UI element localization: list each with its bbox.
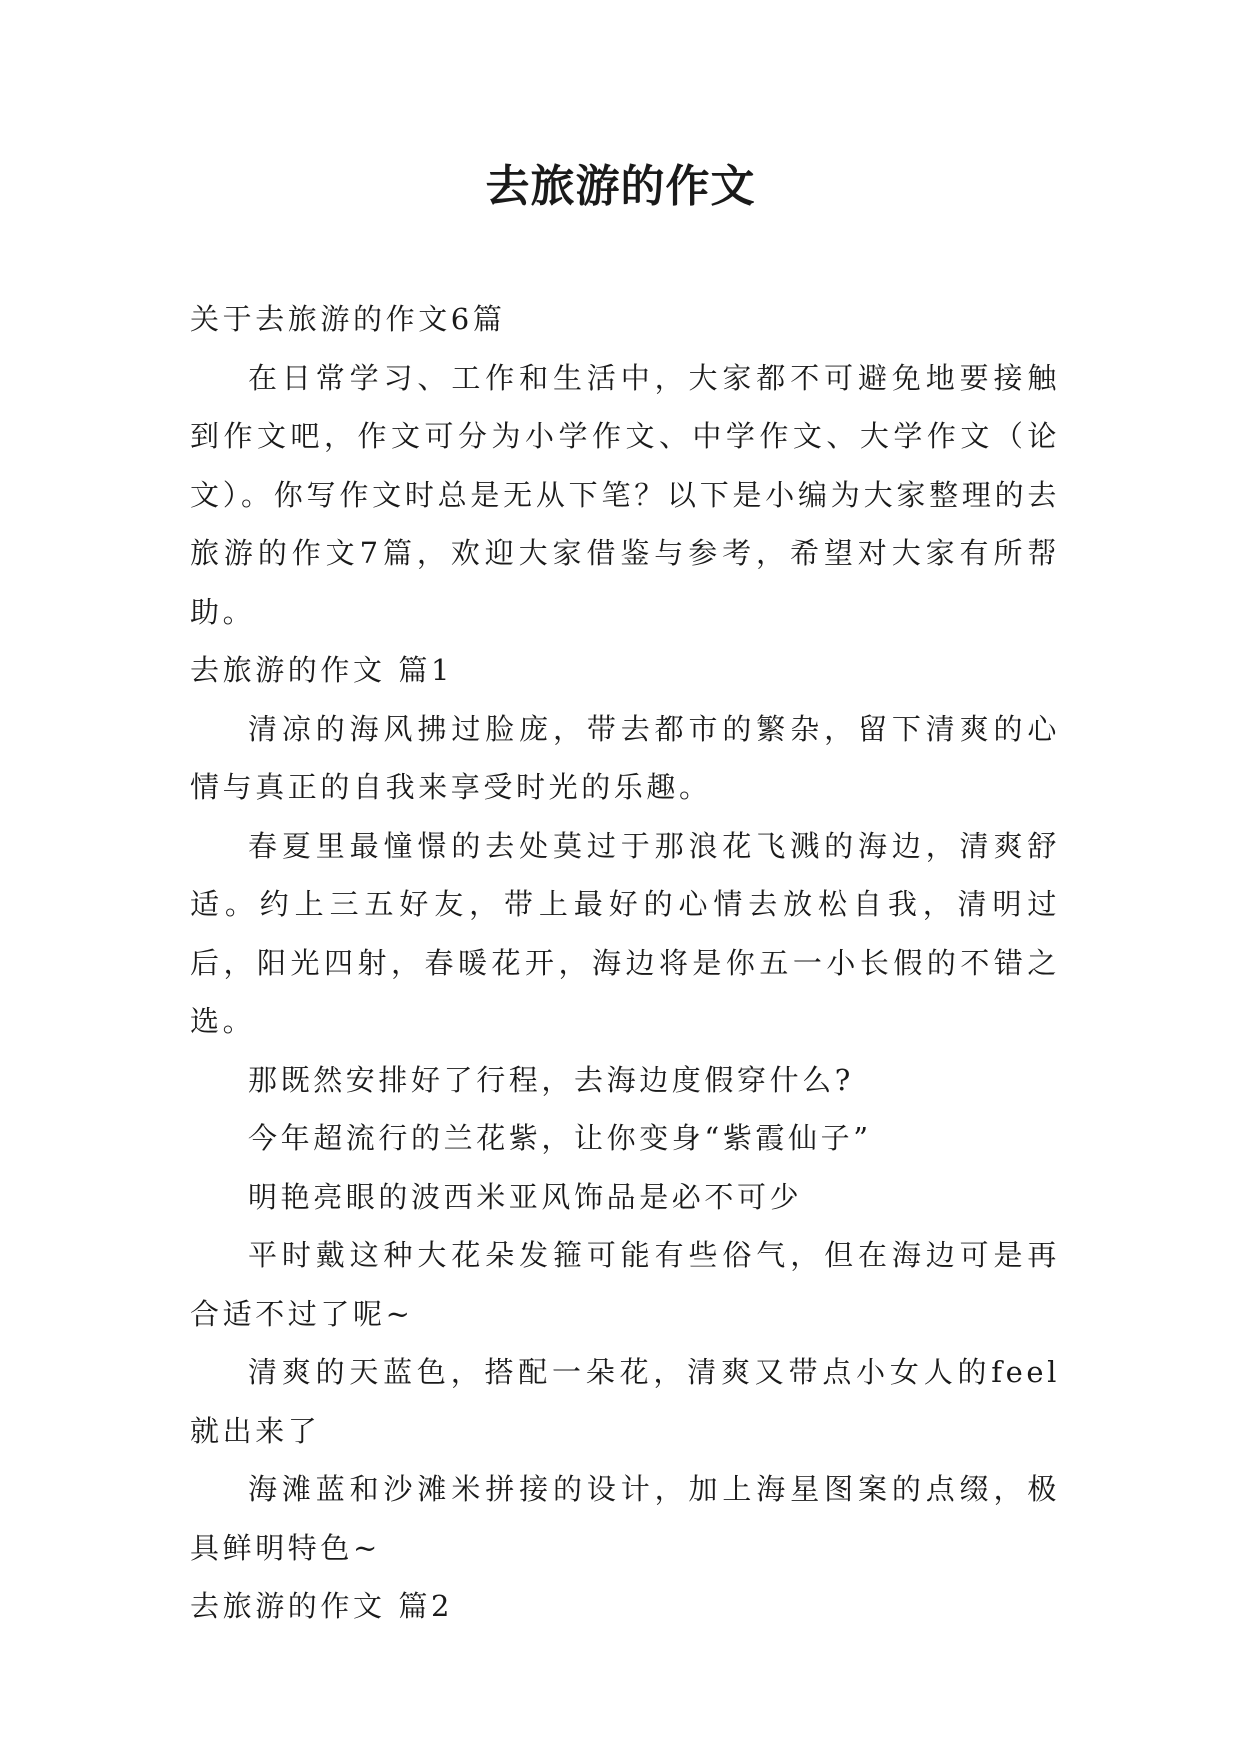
paragraph: 春夏里最憧憬的去处莫过于那浪花飞溅的海边，清爽舒适。约上三五好友，带上最好的心情去放松自我，清明过后，阳光四射，春暖花开，海边将是你五一小长假的不错之选。 <box>190 828 1060 1038</box>
paragraph: 海滩蓝和沙滩米拼接的设计，加上海星图案的点缀，极具鲜明特色~ <box>190 1472 1060 1565</box>
section-heading-2: 去旅游的作文 篇2 <box>190 1589 454 1623</box>
intro-paragraph: 在日常学习、工作和生活中，大家都不可避免地要接触到作文吧，作文可分为小学作文、中学作文、大学作文（论文）。你写作文时总是无从下笔？以下是小编为大家整理的去旅游的作文7篇，欢迎大家借鉴与参考，希望对大家有所帮助。 <box>190 360 1060 629</box>
paragraph: 今年超流行的兰花紫，让你变身“紫霞仙子” <box>248 1121 872 1155</box>
paragraph: 清爽的天蓝色，搭配一朵花，清爽又带点小女人的feel就出来了 <box>190 1355 1060 1448</box>
document-title: 去旅游的作文 <box>485 161 756 212</box>
paragraph: 明艳亮眼的波西米亚风饰品是必不可少 <box>248 1179 803 1214</box>
paragraph: 那既然安排好了行程，去海边度假穿什么? <box>248 1062 854 1097</box>
paragraph: 平时戴这种大花朵发箍可能有些俗气，但在海边可是再合适不过了呢~ <box>190 1238 1060 1331</box>
section-heading-1: 去旅游的作文 篇1 <box>190 653 454 687</box>
paragraph: 清凉的海风拂过脸庞，带去都市的繁杂，留下清爽的心情与真正的自我来享受时光的乐趣。 <box>190 711 1060 804</box>
document-subtitle: 关于去旅游的作文6篇 <box>190 302 506 336</box>
document-body <box>190 290 1060 1636</box>
